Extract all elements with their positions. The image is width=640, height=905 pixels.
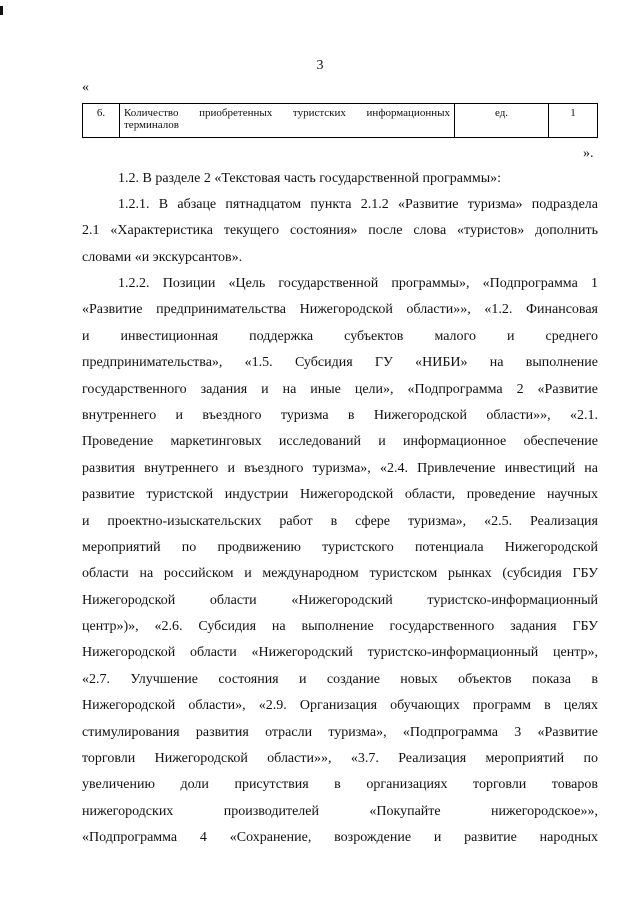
text-line: нижегородских производителей «Покупайте нижегородское»»,: [82, 803, 598, 819]
text-line: развития внутреннего и въездного туризма», «2.4. Привлечение инвестиций на: [82, 460, 598, 476]
indicator-table: [82, 103, 598, 138]
text-line: увеличению доли присутствия в организациях торговли товаров: [82, 777, 598, 793]
text-line: государственного задания и на иные цели», «Подпрограмма 2 «Развитие: [82, 381, 598, 397]
text-line: и проектно-изыскательских работ в сфере туризма», «2.5. Реализация: [82, 513, 598, 529]
text-line: Нижегородской области «Нижегородский туристско-информационный: [82, 592, 598, 608]
text-line: 2.1 «Характеристика текущего состояния» после слова «туристов» дополнить: [82, 223, 598, 239]
text-line: и инвестиционная поддержка субъектов малого и среднего: [82, 328, 598, 344]
text-line: Проведение маркетинговых исследований и информационное обеспечение: [82, 434, 598, 450]
description-cell: Количество приобретенных туристских информационных терминалов: [120, 104, 455, 138]
text-line: «Развитие предпринимательства Нижегородской области»», «1.2. Финансовая: [82, 302, 598, 318]
text-line: развитие туристской индустрии Нижегородской области, проведение научных: [82, 487, 598, 503]
text-line: 1.2. В разделе 2 «Текстовая часть государственной программы»:: [118, 171, 501, 186]
text-line: Нижегородской области «Нижегородский туристско-информационный центр»,: [82, 645, 598, 661]
text-line: 1.2.2. Позиции «Цель государственной программы», «Подпрограмма 1: [118, 276, 598, 291]
page-number: 3: [316, 58, 324, 73]
unit-cell: ед.: [455, 104, 549, 138]
paragraph-1-2-2: [82, 271, 598, 852]
text-line: области на российском и международном туристском рынках (субсидия ГБУ: [82, 566, 598, 582]
closing-quote: ».: [583, 146, 594, 161]
text-line: словами «и экскурсантов».: [82, 249, 243, 265]
text-line: «2.7. Улучшение состояния и создание новых объектов показа в: [82, 671, 598, 687]
text-line: торговли Нижегородской области»», «3.7. Реализация мероприятий по: [82, 751, 598, 767]
paragraph-1-2-1: [82, 192, 598, 271]
value-cell: 1: [549, 104, 598, 138]
opening-quote: «: [82, 80, 89, 95]
text-line: мероприятий по продвижению туристского потенциала Нижегородской: [82, 539, 598, 555]
row-number-cell: 6.: [83, 104, 120, 138]
text-line: центр»)», «2.6. Субсидия на выполнение государственного задания ГБУ: [82, 619, 598, 635]
text-line: 1.2.1. В абзаце пятнадцатом пункта 2.1.2 «Развитие туризма» подраздела: [118, 197, 598, 212]
paragraph-1-2: [82, 166, 598, 192]
corner-mark: [0, 6, 3, 15]
table-row: [83, 104, 598, 138]
text-line: «Подпрограмма 4 «Сохранение, возрождение и развитие народных: [82, 830, 598, 846]
text-line: предпринимательства», «1.5. Субсидия ГУ «НИБИ» на выполнение: [82, 355, 598, 371]
text-line: Нижегородской области», «2.9. Организация обучающих программ в целях: [82, 698, 598, 714]
text-line: внутреннего и въездного туризма в Нижегородской области»», «2.1.: [82, 407, 598, 423]
text-line: стимулирования развития отрасли туризма», «Подпрограмма 3 «Развитие: [82, 724, 598, 740]
